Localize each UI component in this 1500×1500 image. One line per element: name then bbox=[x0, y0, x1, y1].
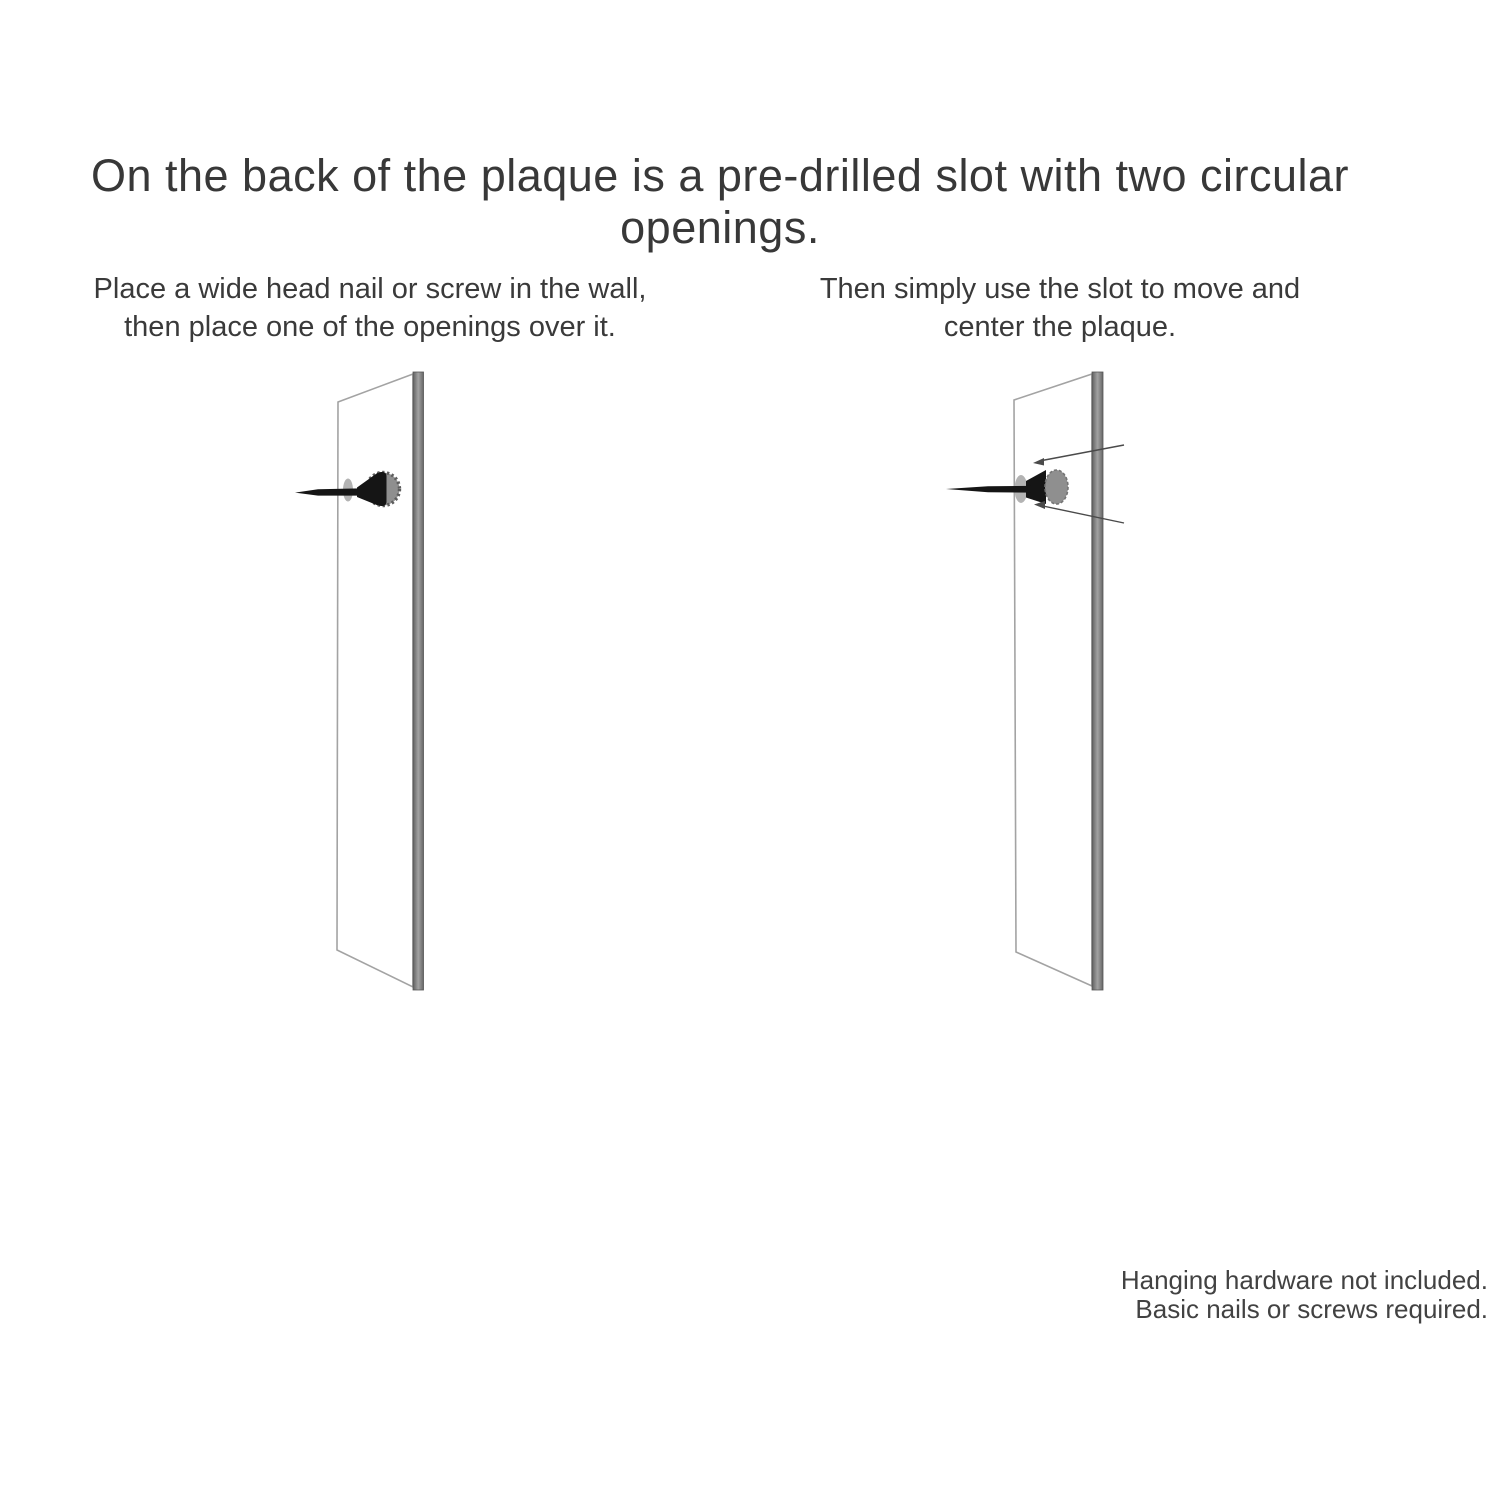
step-1-caption-line-2: then place one of the openings over it. bbox=[124, 311, 616, 343]
step-2-diagram-plaque-slot-adjust-icon bbox=[940, 360, 1140, 1000]
nail-shaft-icon bbox=[295, 488, 360, 495]
step-1-diagram-plaque-with-nail-icon bbox=[285, 365, 435, 995]
plaque-side-edge bbox=[1092, 372, 1103, 990]
plaque-back-face bbox=[337, 374, 413, 987]
nail-head-flange-icon bbox=[377, 472, 387, 506]
hardware-disclaimer bbox=[1121, 1266, 1488, 1324]
page-title: On the back of the plaque is a pre-drilled slot with two circular openings. bbox=[90, 150, 1350, 253]
nail-shaft-icon bbox=[946, 486, 1031, 493]
disclaimer-line-2: Basic nails or screws required. bbox=[1135, 1294, 1488, 1324]
step-2-caption bbox=[770, 270, 1350, 346]
step-2-caption-line-1: Then simply use the slot to move and bbox=[819, 273, 1301, 305]
plaque-back-face bbox=[1014, 374, 1092, 986]
nail-head-disc-icon bbox=[1045, 470, 1068, 504]
plaque-side-edge bbox=[413, 372, 424, 990]
step-2-caption-line-2: center the plaque. bbox=[943, 311, 1177, 343]
step-1-caption bbox=[40, 270, 700, 346]
step-1-caption-line-1: Place a wide head nail or screw in the wall, bbox=[93, 273, 647, 305]
disclaimer-line-1: Hanging hardware not included. bbox=[1120, 1265, 1488, 1295]
